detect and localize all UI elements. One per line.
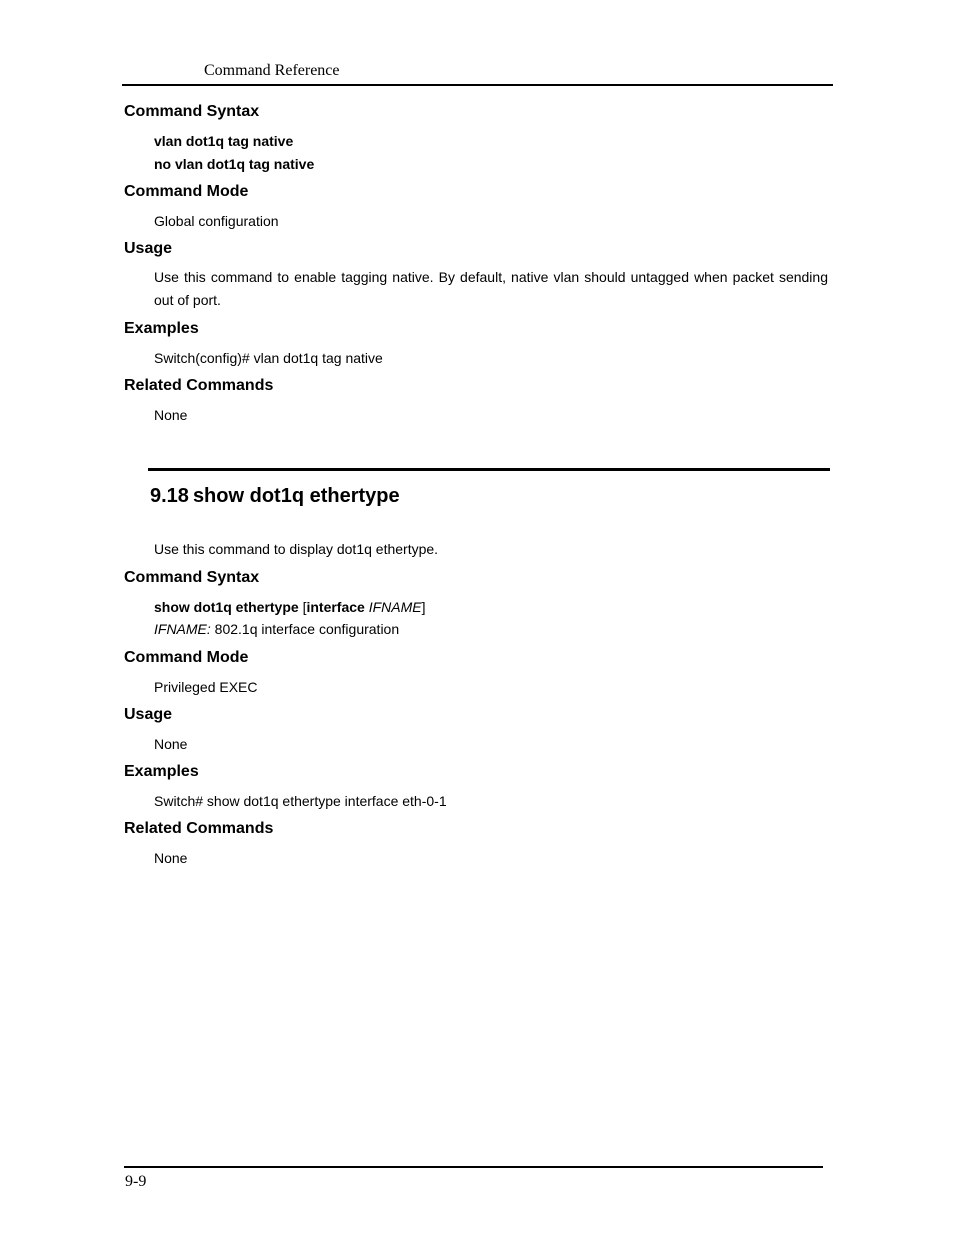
usage-heading: Usage [124, 240, 173, 257]
section-rule [148, 468, 830, 471]
usage-heading: Usage [124, 706, 173, 723]
usage-text: Use this command to enable tagging native. By default, native vlan should untagged when packet sending out of port. [154, 269, 828, 308]
parameter-name: IFNAME: [154, 621, 211, 637]
syntax-heading: Command Syntax [124, 103, 260, 120]
mode-heading: Command Mode [124, 649, 249, 666]
section-number: 9.18 [150, 485, 189, 507]
section-title [150, 485, 400, 508]
syntax-keyword: interface [306, 599, 365, 615]
syntax-line [154, 599, 426, 615]
syntax-open-bracket: [ [298, 599, 307, 615]
parameter-description [154, 621, 399, 637]
parameter-text: 802.1q interface configuration [210, 621, 400, 637]
section-intro: Use this command to display dot1q ethertype. [154, 541, 439, 557]
section-title-text: show dot1q ethertype [192, 485, 400, 507]
examples-text: Switch(config)# vlan dot1q tag native [154, 350, 383, 366]
examples-heading: Examples [124, 320, 199, 337]
header-rule [122, 84, 833, 86]
examples-text: Switch# show dot1q ethertype interface eth-0-1 [154, 793, 447, 809]
mode-text: Global configuration [154, 213, 279, 229]
related-heading: Related Commands [124, 377, 274, 394]
syntax-line: vlan dot1q tag native [154, 133, 294, 149]
mode-text: Privileged EXEC [154, 679, 258, 695]
usage-text: None [154, 736, 188, 752]
syntax-close-bracket: ] [421, 599, 426, 615]
page-number: 9-9 [125, 1173, 147, 1190]
syntax-parameter: IFNAME [368, 599, 422, 615]
footer-rule [124, 1166, 823, 1168]
syntax-heading: Command Syntax [124, 569, 260, 586]
syntax-line-negated: no vlan dot1q tag native [154, 156, 315, 172]
related-heading: Related Commands [124, 820, 274, 837]
syntax-command: show dot1q ethertype [154, 599, 299, 615]
related-text: None [154, 850, 188, 866]
related-text: None [154, 407, 188, 423]
examples-heading: Examples [124, 763, 199, 780]
mode-heading: Command Mode [124, 183, 249, 200]
running-header: Command Reference [204, 62, 340, 79]
